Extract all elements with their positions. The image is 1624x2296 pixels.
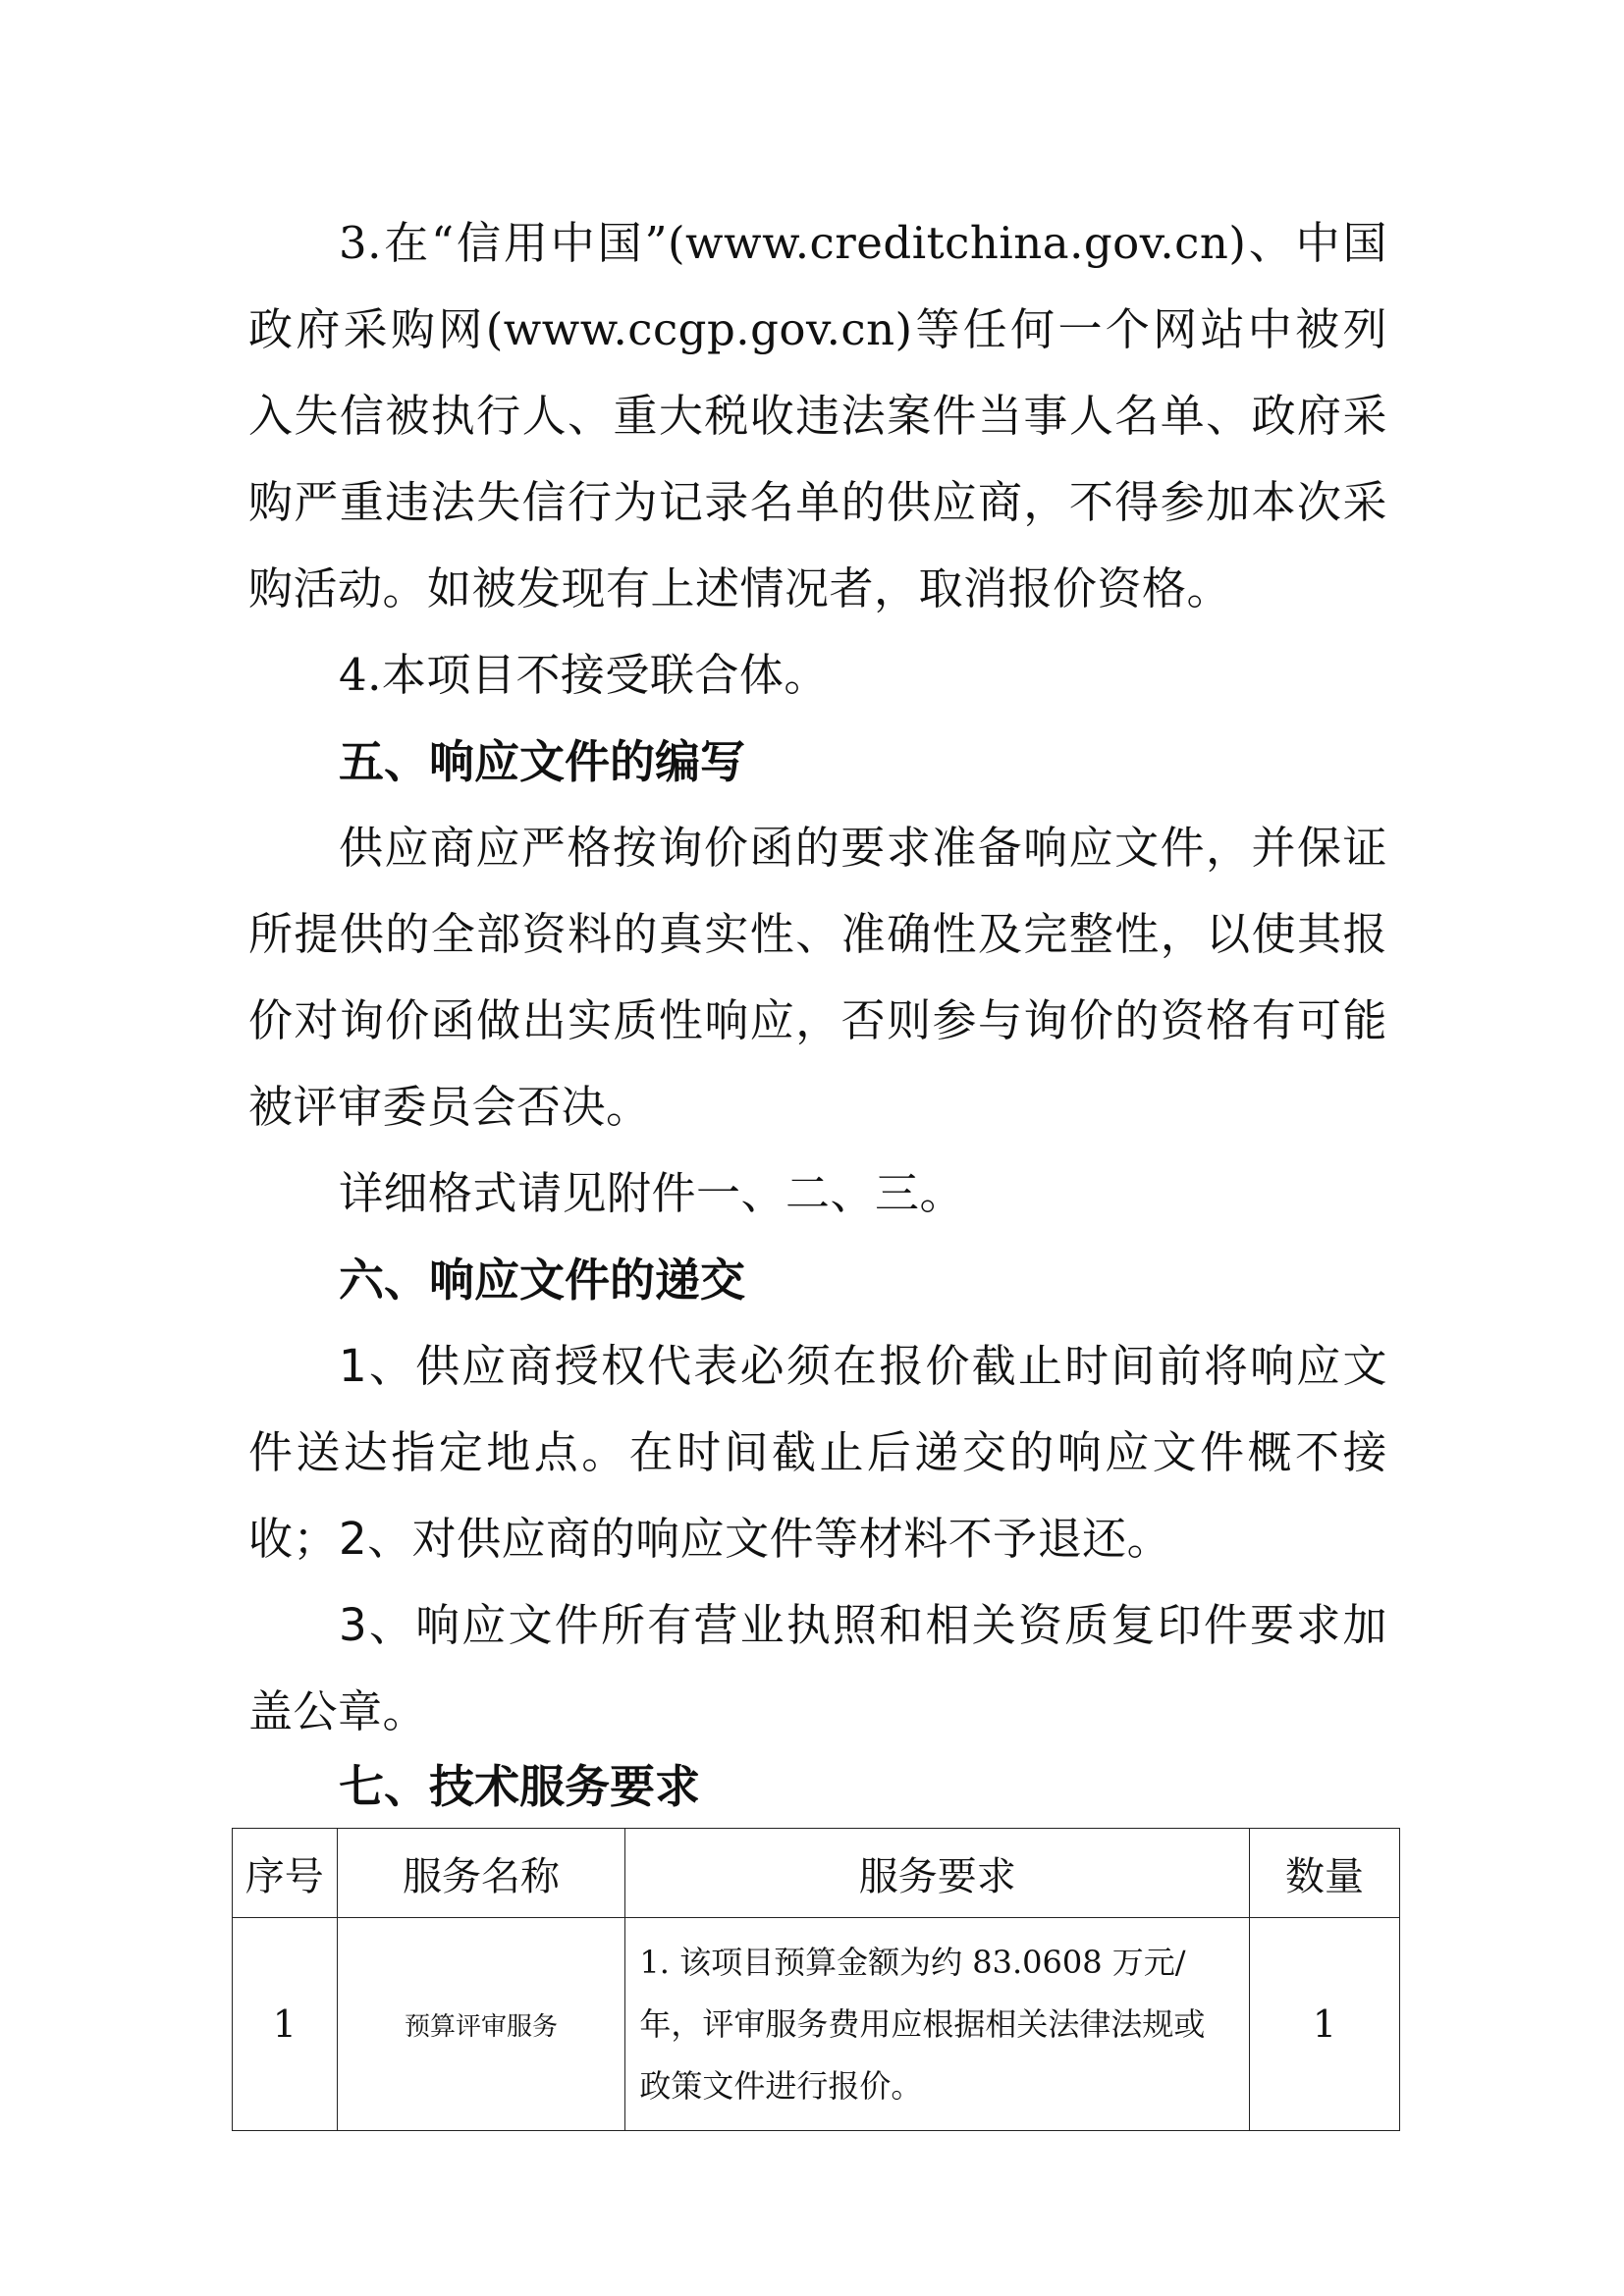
header-quantity: 数量 [1250,1829,1400,1918]
header-number: 序号 [233,1829,338,1918]
table-header-row [233,1829,1400,1918]
section-heading-technical-requirements: 七、技术服务要求 [339,1760,700,1813]
paragraph-no-return: 2、对供应商的响应文件等材料不予退还。 [339,1513,1172,1565]
header-service-requirement: 服务要求 [625,1829,1250,1918]
paragraph-no-consortium: 4.本项目不接受联合体。 [339,649,829,701]
service-requirements-table [232,1828,1400,2131]
header-service-name: 服务名称 [337,1829,625,1918]
paragraph-blacklist-clause: 3.在“信用中国”(www.creditchina.gov.cn)、中国政府采购网(www.ccgp.gov.cn)等任何一个网站中被列入失信被执行人、重大税收违法案件当事人名单、政府采购严重违法失信行为记录名单的供应商，不得参加本次采购活动。如被发现有上述情况者，取消报价资格。 [248,217,1387,614]
paragraph-format-reference: 详细格式请见附件一、二、三。 [339,1167,965,1219]
cell-service-name: 预算评审服务 [337,1918,625,2131]
paragraph-submission-deadline: 1、供应商授权代表必须在报价截止时间前将响应文件送达指定地点。在时间截止后递交的响应文件概不接收； [248,1340,1387,1565]
cell-number: 1 [233,1918,338,2131]
paragraph-response-requirements: 供应商应严格按询价函的要求准备响应文件，并保证所提供的全部资料的真实性、准确性及完整性，以使其报价对询价函做出实质性响应，否则参与询价的资格有可能被评审委员会否决。 [248,822,1387,1133]
section-heading-response-submission: 六、响应文件的递交 [339,1254,745,1307]
cell-quantity: 1 [1250,1918,1400,2131]
section-heading-response-writing: 五、响应文件的编写 [339,735,745,788]
cell-service-requirement: 1. 该项目预算金额为约 83.0608 万元/年，评审服务费用应根据相关法律法规或政策文件进行报价。 [625,1918,1250,2131]
table-row [233,1918,1400,2131]
paragraph-official-seal: 3、响应文件所有营业执照和相关资质复印件要求加盖公章。 [248,1599,1387,1737]
